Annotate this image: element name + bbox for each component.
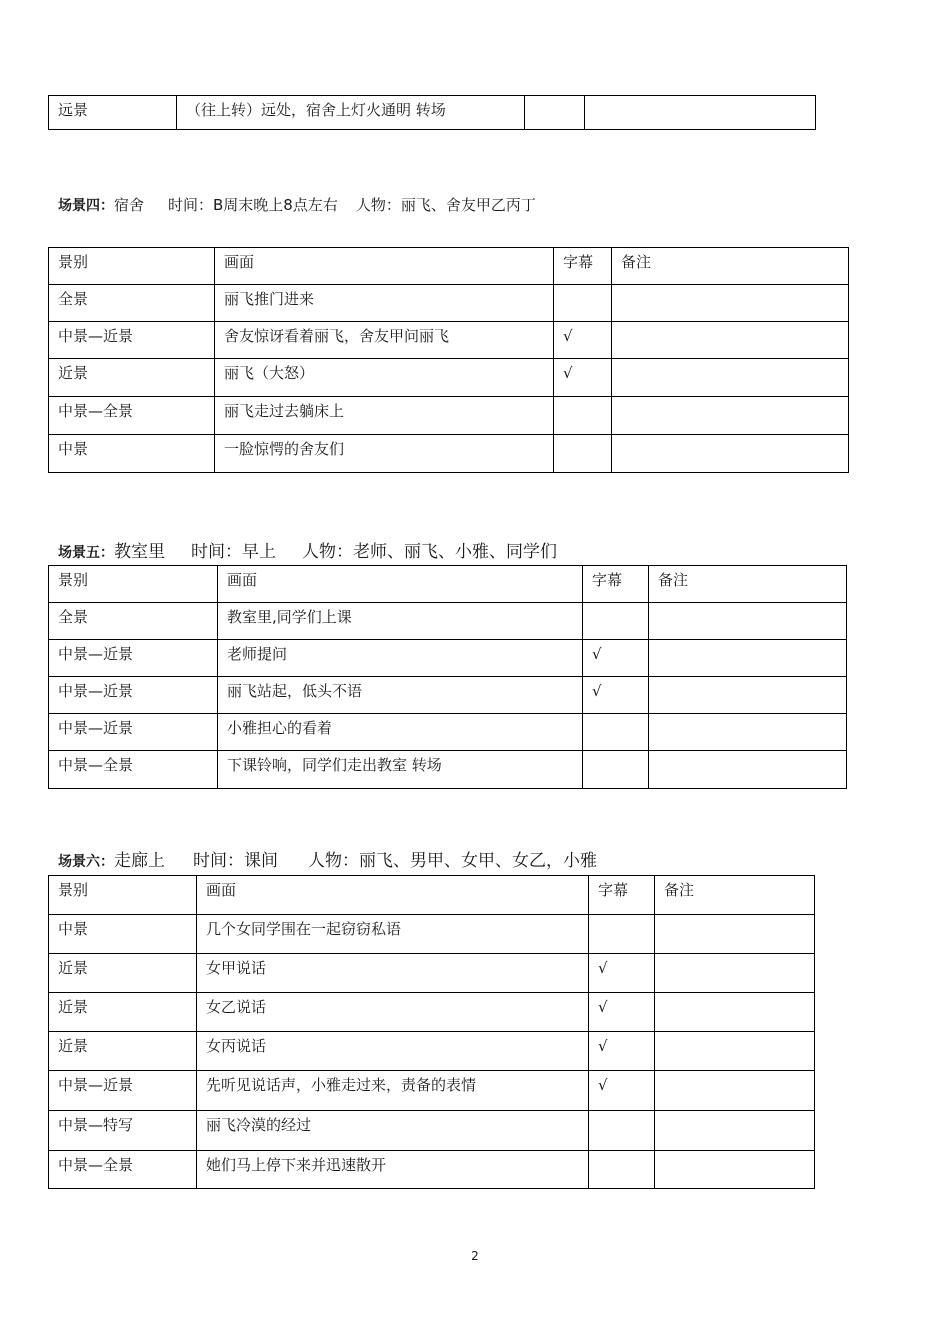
table-cell: √ bbox=[589, 993, 655, 1032]
table-header-row bbox=[49, 566, 847, 603]
table-cell: 中景—特写 bbox=[49, 1111, 197, 1151]
table-cell: 远景 bbox=[49, 96, 177, 130]
table-cell bbox=[612, 435, 849, 473]
column-header: 画面 bbox=[215, 248, 554, 285]
table-cell: 中景 bbox=[49, 435, 215, 473]
table-row bbox=[49, 1032, 815, 1071]
table-cell: 中景—全景 bbox=[49, 1151, 197, 1189]
column-header: 画面 bbox=[197, 876, 589, 915]
scene4-time: 时间：B周末晚上8点左右 bbox=[168, 196, 338, 214]
table-row bbox=[49, 954, 815, 993]
table-cell bbox=[554, 285, 612, 322]
table-cell: 中景—近景 bbox=[49, 714, 218, 751]
table-cell bbox=[585, 96, 816, 130]
table-cell bbox=[655, 1032, 815, 1071]
table-cell bbox=[649, 603, 847, 640]
scene5-label: 场景五： bbox=[58, 545, 114, 561]
table-cell bbox=[612, 322, 849, 359]
table-cell bbox=[612, 359, 849, 397]
table-cell: 中景 bbox=[49, 915, 197, 954]
table-row bbox=[49, 397, 849, 435]
column-header: 景别 bbox=[49, 566, 218, 603]
scene4-label: 场景四： bbox=[58, 198, 114, 214]
table-cell: 下课铃响，同学们走出教室 转场 bbox=[218, 751, 583, 789]
table-cell: 中景—近景 bbox=[49, 1071, 197, 1111]
table-cell: 小雅担心的看着 bbox=[218, 714, 583, 751]
scene6-time: 时间：课间 bbox=[193, 851, 278, 871]
table-row bbox=[49, 751, 847, 789]
table-cell: 舍友惊讶看着丽飞，舍友甲问丽飞 bbox=[215, 322, 554, 359]
scene6-table bbox=[48, 875, 815, 1189]
page-number: 2 bbox=[471, 1249, 479, 1263]
column-header: 景别 bbox=[49, 876, 197, 915]
table-row bbox=[49, 1071, 815, 1111]
scene4-table bbox=[48, 247, 849, 473]
column-header: 画面 bbox=[218, 566, 583, 603]
table-cell: 近景 bbox=[49, 993, 197, 1032]
table-cell: 近景 bbox=[49, 359, 215, 397]
table-cell: 女乙说话 bbox=[197, 993, 589, 1032]
table-cell bbox=[649, 714, 847, 751]
table-cell bbox=[649, 677, 847, 714]
table-cell bbox=[554, 435, 612, 473]
table-cell: √ bbox=[589, 1071, 655, 1111]
table-cell bbox=[583, 714, 649, 751]
table-cell: 中景—全景 bbox=[49, 397, 215, 435]
table-cell bbox=[649, 640, 847, 677]
table-row bbox=[49, 993, 815, 1032]
scene5-people: 人物：老师、丽飞、小雅、同学们 bbox=[302, 542, 557, 562]
table-cell bbox=[655, 1071, 815, 1111]
table-cell bbox=[589, 1151, 655, 1189]
table-cell: 近景 bbox=[49, 1032, 197, 1071]
table-header-row bbox=[49, 248, 849, 285]
table-row bbox=[49, 603, 847, 640]
table-cell bbox=[583, 603, 649, 640]
scene5-place: 教室里 bbox=[114, 542, 165, 562]
table-row bbox=[49, 1151, 815, 1189]
table-cell: 丽飞冷漠的经过 bbox=[197, 1111, 589, 1151]
table-cell bbox=[655, 993, 815, 1032]
table-cell bbox=[612, 397, 849, 435]
column-header: 备注 bbox=[655, 876, 815, 915]
table-cell: 她们马上停下来并迅速散开 bbox=[197, 1151, 589, 1189]
table-row bbox=[49, 640, 847, 677]
scene6-label: 场景六： bbox=[58, 854, 114, 870]
column-header: 字幕 bbox=[583, 566, 649, 603]
scene5-table bbox=[48, 565, 847, 789]
table-header-row bbox=[49, 876, 815, 915]
table-cell bbox=[655, 915, 815, 954]
table-cell: 女丙说话 bbox=[197, 1032, 589, 1071]
table-cell bbox=[589, 915, 655, 954]
table-cell bbox=[655, 1111, 815, 1151]
table-cell: 丽飞走过去躺床上 bbox=[215, 397, 554, 435]
column-header: 字幕 bbox=[554, 248, 612, 285]
table-row bbox=[49, 915, 815, 954]
table-row bbox=[49, 1111, 815, 1151]
table-cell: √ bbox=[554, 359, 612, 397]
table-row bbox=[49, 359, 849, 397]
table-cell: √ bbox=[554, 322, 612, 359]
table-cell: √ bbox=[583, 677, 649, 714]
table-cell: 先听见说话声，小雅走过来，责备的表情 bbox=[197, 1071, 589, 1111]
table-cell: （往上转）远处，宿舍上灯火通明 转场 bbox=[177, 96, 525, 130]
column-header: 景别 bbox=[49, 248, 215, 285]
table-row bbox=[49, 322, 849, 359]
table-cell: 全景 bbox=[49, 603, 218, 640]
scene4-place: 宿舍 bbox=[114, 196, 145, 214]
column-header: 备注 bbox=[612, 248, 849, 285]
scene5-heading bbox=[58, 537, 557, 562]
table-cell: 中景—近景 bbox=[49, 322, 215, 359]
scene6-people: 人物：丽飞、男甲、女甲、女乙，小雅 bbox=[308, 851, 597, 871]
table-cell bbox=[589, 1111, 655, 1151]
scene4-heading bbox=[58, 194, 536, 215]
scene5-time: 时间：早上 bbox=[191, 542, 276, 562]
table-cell bbox=[525, 96, 585, 130]
table-row bbox=[49, 714, 847, 751]
column-header: 字幕 bbox=[589, 876, 655, 915]
column-header: 备注 bbox=[649, 566, 847, 603]
table-cell: 教室里,同学们上课 bbox=[218, 603, 583, 640]
table-row bbox=[49, 96, 816, 130]
table-cell bbox=[612, 285, 849, 322]
table-cell bbox=[655, 1151, 815, 1189]
table-cell bbox=[554, 397, 612, 435]
scene6-heading bbox=[58, 846, 597, 871]
table-cell: 丽飞（大怒） bbox=[215, 359, 554, 397]
scene4-people: 人物：丽飞、舍友甲乙丙丁 bbox=[355, 196, 536, 214]
table-cell bbox=[655, 954, 815, 993]
table-cell: √ bbox=[583, 640, 649, 677]
table-cell: 全景 bbox=[49, 285, 215, 322]
table-row bbox=[49, 677, 847, 714]
table-row bbox=[49, 285, 849, 322]
table-cell: 中景—近景 bbox=[49, 677, 218, 714]
table-cell: 女甲说话 bbox=[197, 954, 589, 993]
table-cell: 丽飞站起，低头不语 bbox=[218, 677, 583, 714]
top-table bbox=[48, 95, 816, 130]
table-cell: 中景—全景 bbox=[49, 751, 218, 789]
table-cell bbox=[649, 751, 847, 789]
table-cell: 一脸惊愕的舍友们 bbox=[215, 435, 554, 473]
table-cell: 丽飞推门进来 bbox=[215, 285, 554, 322]
table-cell: √ bbox=[589, 1032, 655, 1071]
table-cell: √ bbox=[589, 954, 655, 993]
table-cell: 中景—近景 bbox=[49, 640, 218, 677]
table-cell bbox=[583, 751, 649, 789]
table-cell: 近景 bbox=[49, 954, 197, 993]
table-cell: 老师提问 bbox=[218, 640, 583, 677]
table-row bbox=[49, 435, 849, 473]
table-cell: 几个女同学围在一起窃窃私语 bbox=[197, 915, 589, 954]
scene6-place: 走廊上 bbox=[114, 851, 165, 871]
